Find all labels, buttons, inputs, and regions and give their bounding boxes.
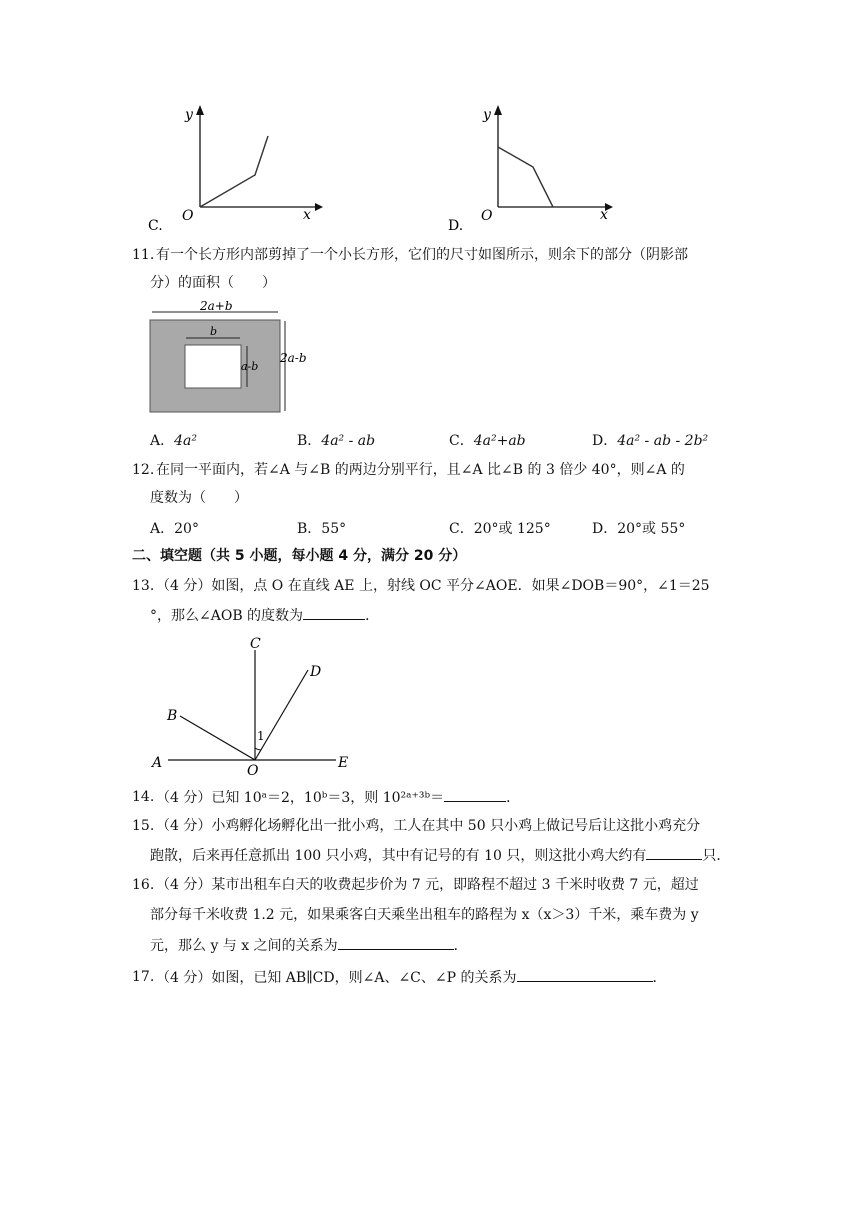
x-arrow bbox=[315, 203, 323, 211]
dim-inner-top-label: b bbox=[210, 325, 218, 338]
label-c: C bbox=[250, 636, 261, 652]
option-letter: B． bbox=[297, 521, 322, 537]
x-axis-label: x bbox=[303, 207, 311, 223]
q16-end: ． bbox=[453, 938, 468, 954]
q17-number: 17. bbox=[132, 969, 155, 985]
q12-option-b[interactable] bbox=[297, 518, 346, 538]
option-text: 20° bbox=[174, 521, 199, 537]
option-letter: B． bbox=[297, 433, 322, 449]
q13-text-line2 bbox=[150, 605, 379, 626]
q15-text-line1: （4 分）小鸡孵化场孵化出一批小鸡，工人在其中 50 只小鸡上做记号后让这批小鸡充分 bbox=[156, 818, 701, 834]
answer-blank[interactable] bbox=[444, 787, 506, 802]
q12-text-line2: 度数为（ ） bbox=[150, 490, 248, 506]
q14-end: ． bbox=[506, 790, 521, 806]
q16-text-line3 bbox=[150, 935, 468, 956]
q14-text: （4 分）已知 10ᵃ＝2，10ᵇ＝3，则 10²ᵃ⁺³ᵇ＝ bbox=[156, 790, 445, 806]
ray-ob bbox=[180, 716, 255, 760]
q15-end: 只． bbox=[702, 848, 731, 864]
label-e: E bbox=[338, 755, 349, 771]
q12-number: 12. bbox=[132, 462, 155, 478]
option-letter: C． bbox=[449, 433, 474, 449]
graph-d bbox=[440, 95, 640, 235]
y-axis-label: y bbox=[483, 107, 491, 123]
inner-rectangle bbox=[185, 345, 241, 388]
q16-text: 元，那么 y 与 x 之间的关系为 bbox=[150, 938, 338, 954]
q13-text: °，那么∠AOB 的度数为 bbox=[150, 608, 304, 624]
q13-figure bbox=[140, 632, 370, 780]
label-d: D bbox=[310, 664, 322, 680]
y-axis-label: y bbox=[185, 107, 193, 123]
dim-inner-side-label: a-b bbox=[241, 360, 259, 373]
q13-text-line1: （4 分）如图，点 O 在直线 AE 上，射线 OC 平分∠AOE．如果∠DOB＝90°，∠1＝25 bbox=[156, 578, 710, 594]
ray-od bbox=[255, 670, 308, 760]
option-c-label: C. bbox=[148, 218, 163, 234]
q16-text-line2: 部分每千米收费 1.2 元，如果乘客白天乘坐出租车的路程为 x（x＞3）千米，乘车费为 y bbox=[150, 907, 699, 923]
q12-option-d[interactable] bbox=[592, 518, 685, 538]
q12-option-a[interactable] bbox=[150, 518, 199, 538]
option-letter: A． bbox=[150, 433, 175, 449]
q15-text: 跑散，后来再任意抓出 100 只小鸡，其中有记号的有 10 只，则这批小鸡大约有 bbox=[150, 848, 647, 864]
option-letter: D． bbox=[592, 521, 618, 537]
q17-text: （4 分）如图，已知 AB∥CD，则∠A、∠C、∠P 的关系为 bbox=[156, 970, 517, 986]
label-o: O bbox=[247, 763, 259, 779]
q17-end: ． bbox=[652, 970, 667, 986]
q11-number: 11. bbox=[132, 247, 155, 263]
answer-blank[interactable] bbox=[646, 845, 702, 860]
q11-option-c[interactable] bbox=[449, 430, 526, 450]
q11-text-line1: 有一个长方形内部剪掉了一个小长方形，它们的尺寸如图所示，则余下的部分（阴影部 bbox=[156, 247, 688, 263]
q11-text-line2: 分）的面积（ ） bbox=[150, 275, 276, 291]
q11-option-a[interactable] bbox=[150, 430, 197, 450]
q14-number: 14. bbox=[132, 789, 155, 805]
y-arrow bbox=[196, 105, 204, 115]
y-arrow bbox=[494, 105, 502, 115]
dim-right-label: 2a-b bbox=[280, 351, 307, 365]
option-d-label: D. bbox=[448, 218, 464, 234]
answer-blank[interactable] bbox=[338, 935, 454, 950]
option-text: 4a² - ab bbox=[321, 433, 376, 449]
graph-d-curve bbox=[498, 147, 553, 207]
q11-option-d[interactable] bbox=[592, 430, 708, 450]
q12-text-line1: 在同一平面内，若∠A 与∠B 的两边分别平行，且∠A 比∠B 的 3 倍少 40°，则∠A 的 bbox=[156, 462, 685, 478]
section-heading: 二、填空题（共 5 小题，每小题 4 分，满分 20 分） bbox=[132, 548, 467, 564]
option-text: 4a² bbox=[174, 433, 197, 449]
q16-number: 16. bbox=[132, 877, 155, 893]
q13-end: ． bbox=[365, 608, 380, 624]
label-b: B bbox=[167, 708, 178, 724]
origin-label: O bbox=[182, 208, 194, 224]
option-text: 55° bbox=[321, 521, 347, 537]
origin-label: O bbox=[481, 208, 493, 224]
q14-text-line bbox=[156, 787, 520, 808]
angle-1-arc bbox=[255, 748, 261, 750]
option-letter: C． bbox=[449, 521, 474, 537]
q15-text-line2 bbox=[150, 845, 730, 866]
option-letter: A． bbox=[150, 521, 175, 537]
q11-option-b[interactable] bbox=[297, 430, 375, 450]
x-axis-label: x bbox=[600, 207, 608, 223]
dim-top-label: 2a+b bbox=[200, 300, 233, 313]
q13-number: 13. bbox=[132, 578, 155, 594]
q15-number: 15. bbox=[132, 818, 155, 834]
option-text: 20°或 55° bbox=[617, 521, 686, 537]
graph-c-curve bbox=[200, 136, 268, 207]
label-angle-1: 1 bbox=[257, 729, 265, 743]
option-text: 4a² - ab - 2b² bbox=[617, 433, 709, 449]
option-text: 4a²+ab bbox=[473, 433, 526, 449]
answer-blank[interactable] bbox=[303, 605, 365, 620]
q17-text-line bbox=[156, 967, 667, 988]
q11-figure bbox=[140, 300, 310, 418]
option-letter: D． bbox=[592, 433, 618, 449]
option-text: 20°或 125° bbox=[473, 521, 551, 537]
q16-text-line1: （4 分）某市出租车白天的收费起步价为 7 元，即路程不超过 3 千米时收费 7 元，超过 bbox=[156, 877, 699, 893]
label-a: A bbox=[152, 755, 163, 771]
answer-blank[interactable] bbox=[517, 967, 653, 982]
q12-option-c[interactable] bbox=[449, 518, 551, 538]
graph-c bbox=[140, 95, 340, 235]
